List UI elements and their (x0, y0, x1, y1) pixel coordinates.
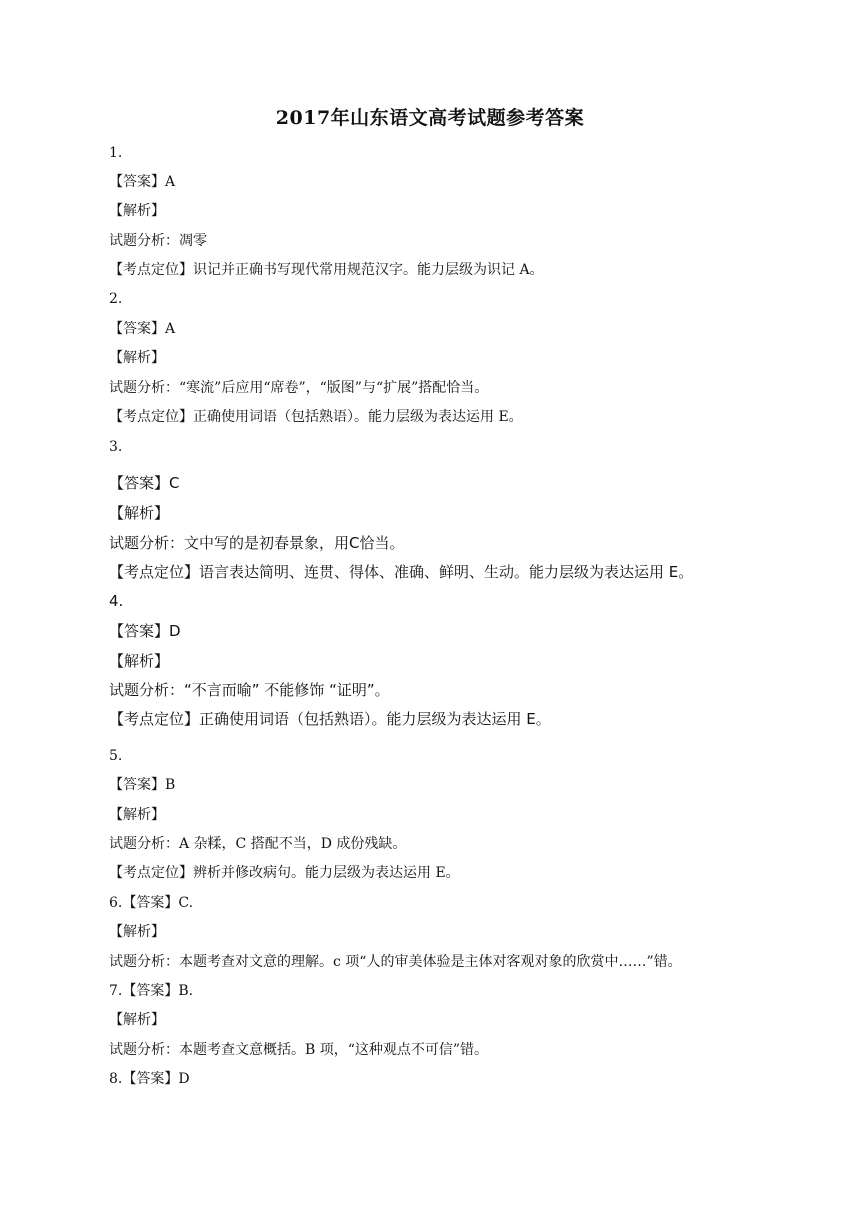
answer-line: 【答案】D (109, 622, 181, 640)
answer-line: 【答案】B (109, 777, 176, 793)
analysis-text: 试题分析：凋零 (109, 233, 207, 249)
document-title: 2017年山东语文高考试题参考答案 (275, 107, 585, 129)
analysis-heading: 【解析】 (109, 1012, 165, 1028)
answer-line: 8.【答案】D (109, 1071, 190, 1087)
question-number: 5. (109, 748, 123, 764)
question-number: 2. (109, 291, 123, 307)
analysis-text: 试题分析：“不言而喻” 不能修饰 “证明”。 (109, 681, 390, 699)
question-number: 4. (109, 592, 124, 610)
analysis-text: 试题分析：A 杂糅，C 搭配不当，D 成份残缺。 (109, 836, 407, 852)
analysis-text: 试题分析：本题考查文意概括。B 项，“这种观点不可信”错。 (109, 1042, 489, 1058)
analysis-text: 试题分析：“寒流”后应用“席卷”，“版图”与“扩展”搭配恰当。 (109, 380, 489, 396)
analysis-heading: 【解析】 (109, 652, 170, 670)
answer-line: 【答案】A (109, 174, 176, 190)
knowledge-point-line: 【考点定位】识记并正确书写现代常用规范汉字。能力层级为识记 A。 (109, 262, 544, 278)
answer-line: 6.【答案】C. (109, 895, 194, 911)
analysis-heading: 【解析】 (109, 203, 165, 219)
analysis-heading: 【解析】 (109, 807, 165, 823)
analysis-text: 试题分析：本题考查对文意的理解。c 项“人的审美体验是主体对客观对象的欣赏中……”错。 (109, 954, 682, 970)
analysis-heading: 【解析】 (109, 924, 165, 940)
analysis-text: 试题分析：文中写的是初春景象，用C恰当。 (109, 534, 405, 552)
answer-line: 【答案】A (109, 321, 176, 337)
answer-line: 【答案】C (109, 474, 180, 492)
question-number: 1. (109, 145, 123, 161)
analysis-heading: 【解析】 (109, 350, 165, 366)
knowledge-point-line: 【考点定位】语言表达简明、连贯、得体、准确、鲜明、生动。能力层级为表达运用 E。 (109, 563, 694, 581)
answer-line: 7.【答案】B. (109, 983, 194, 999)
knowledge-point-line: 【考点定位】正确使用词语（包括熟语）。能力层级为表达运用 E。 (109, 409, 523, 425)
analysis-heading: 【解析】 (109, 504, 170, 522)
question-number: 3. (109, 439, 123, 455)
knowledge-point-line: 【考点定位】辨析并修改病句。能力层级为表达运用 E。 (109, 865, 460, 881)
knowledge-point-line: 【考点定位】正确使用词语（包括熟语）。能力层级为表达运用 E。 (109, 710, 551, 728)
